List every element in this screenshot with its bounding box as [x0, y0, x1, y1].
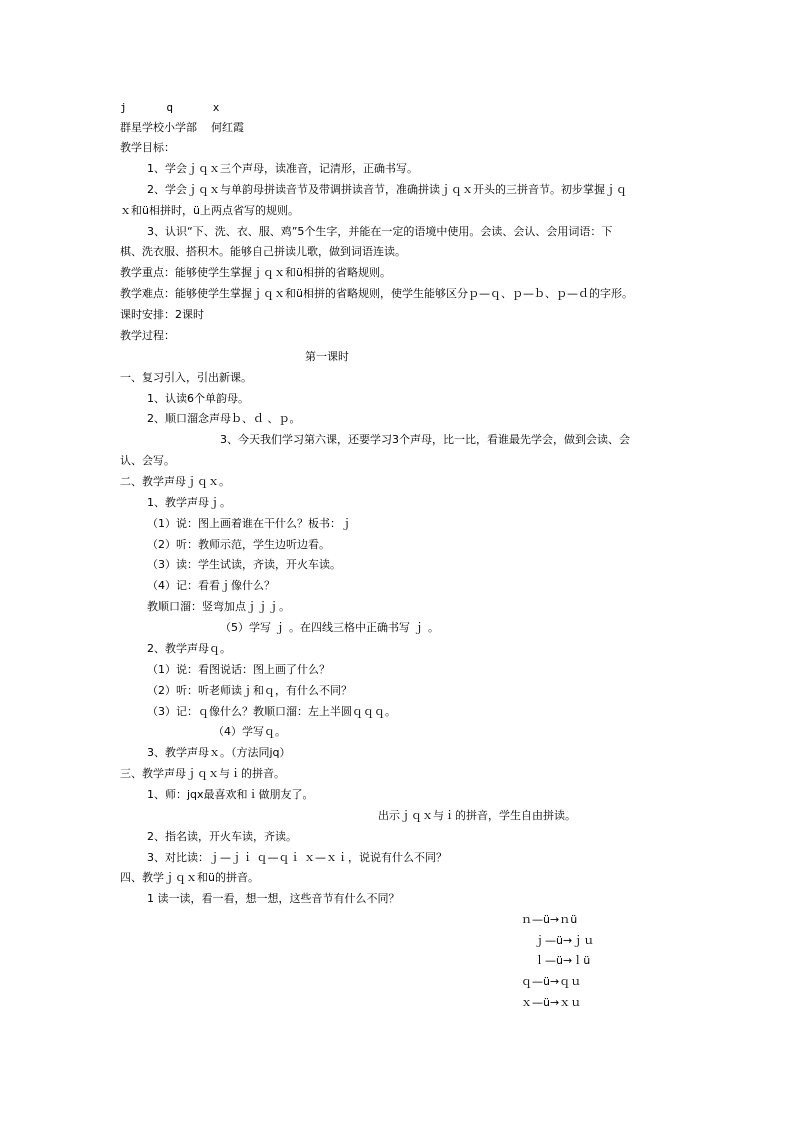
- objectives-heading: 教学目标：: [120, 141, 175, 154]
- section-2-a-2: （2）听：教师示范，学生边听边看。: [147, 538, 330, 551]
- section-2-a-1: （1）说：图上画着谁在干什么？板书：ｊ: [147, 517, 352, 530]
- pinyin-row: ｌ—ü→ｌü: [534, 954, 591, 967]
- pinyin-row: ｑ—ü→ｑｕ: [521, 975, 582, 988]
- section-2-b-2: （2）听：听老师读ｊ和ｑ，有什么不同？: [147, 684, 352, 697]
- pinyin-row: ｘ—ü→ｘｕ: [521, 996, 582, 1009]
- difficulty: 教学难点：能够使学生掌握ｊｑｘ和ü相拼的省略规则，使学生能够区分ｐ—ｑ、ｐ—ｂ、ｐ—ｄ的字形。: [120, 287, 633, 300]
- section-3-title: 三、教学声母ｊｑｘ与ｉ的拼音。: [120, 767, 285, 780]
- objective-3b: 棋、洗衣服、搭积木。能够自己拼读儿歌，做到词语连读。: [120, 245, 406, 258]
- section-2-c-title: 3、教学声母ｘ。（方法同jq）: [147, 746, 291, 759]
- lesson-title: 第一课时: [305, 350, 349, 363]
- pinyin-row: ｎ—ü→ｎü: [521, 913, 578, 926]
- pinyin-row: ｊ—ü→ｊｕ: [534, 934, 595, 947]
- section-2-a-4: （4）记：看看ｊ像什么？: [147, 579, 275, 592]
- section-2-title: 二、教学声母ｊｑｘ。: [120, 475, 230, 488]
- section-3-item-1b: 出示ｊｑｘ与ｉ的拼音，学生自由拼读。: [378, 809, 576, 822]
- header-letters: j q x: [120, 101, 220, 114]
- section-1-item-2: 2、顺口溜念声母ｂ、ｄ 、ｐ。: [147, 412, 301, 425]
- section-2-a-6: （5）学写 ｊ 。在四线三格中正确书写 ｊ 。: [220, 621, 439, 634]
- objective-1: 1、学会ｊｑｘ三个声母，读准音，记清形，正确书写。: [147, 162, 418, 175]
- section-3-item-2: 2、指名读，开火车读，齐读。: [147, 830, 297, 843]
- section-2-a-3: （3）读：学生试读，齐读，开火车读。: [147, 558, 341, 571]
- section-4-title: 四、教学ｊｑｘ和ü的拼音。: [120, 871, 259, 884]
- objective-3a: 3、认识“下、洗、衣、服、鸡”5个生字，并能在一定的语境中使用。会读、会认、会用词语：下: [147, 225, 613, 238]
- section-2-a-5: 教顺口溜：竖弯加点ｊｊｊ。: [147, 600, 290, 613]
- process-heading: 教学过程：: [120, 329, 175, 342]
- section-4-item-1: 1 读一读，看一看，想一想，这些音节有什么不同？: [147, 892, 400, 905]
- section-3-item-1: 1、师：jqx最喜欢和ｉ做朋友了。: [147, 788, 314, 801]
- section-2-b-4: （4）学写ｑ。: [213, 725, 286, 738]
- section-2-b-1: （1）说：看图说话：图上画了什么？: [147, 663, 330, 676]
- section-2-b-title: 2、教学声母ｑ。: [147, 642, 231, 655]
- objective-2a: 2、学会ｊｑｘ与单韵母拼读音节及带调拼读音节，准确拼读ｊｑｘ开头的三拼音节。初步掌握ｊｑ: [147, 183, 627, 196]
- section-2-b-3: （3）记：ｑ像什么？教顺口溜：左上半圆ｑｑｑ。: [147, 705, 396, 718]
- objective-2b: ｘ和ü相拼时，ü上两点省写的规则。: [120, 204, 299, 217]
- section-1-item-1: 1、认读6个单韵母。: [147, 392, 249, 405]
- section-1-item-3b: 认、会写。: [120, 454, 175, 467]
- section-2-a-title: 1、教学声母ｊ。: [147, 496, 231, 509]
- section-1-title: 一、复习引入，引出新课。: [120, 371, 252, 384]
- section-3-item-3: 3、对比读：ｊ—ｊｉ ｑ—ｑｉ ｘ—ｘｉ，说说有什么不同？: [147, 851, 447, 864]
- section-1-item-3a: 3、今天我们学习第六课，还要学习3个声母，比一比，看谁最先学会，做到会读、会: [220, 433, 630, 446]
- key-point: 教学重点：能够使学生掌握ｊｑｘ和ü相拼的省略规则。: [120, 266, 391, 279]
- schedule: 课时安排：2课时: [120, 308, 204, 321]
- author-line: 群星学校小学部 何红霞: [120, 121, 244, 134]
